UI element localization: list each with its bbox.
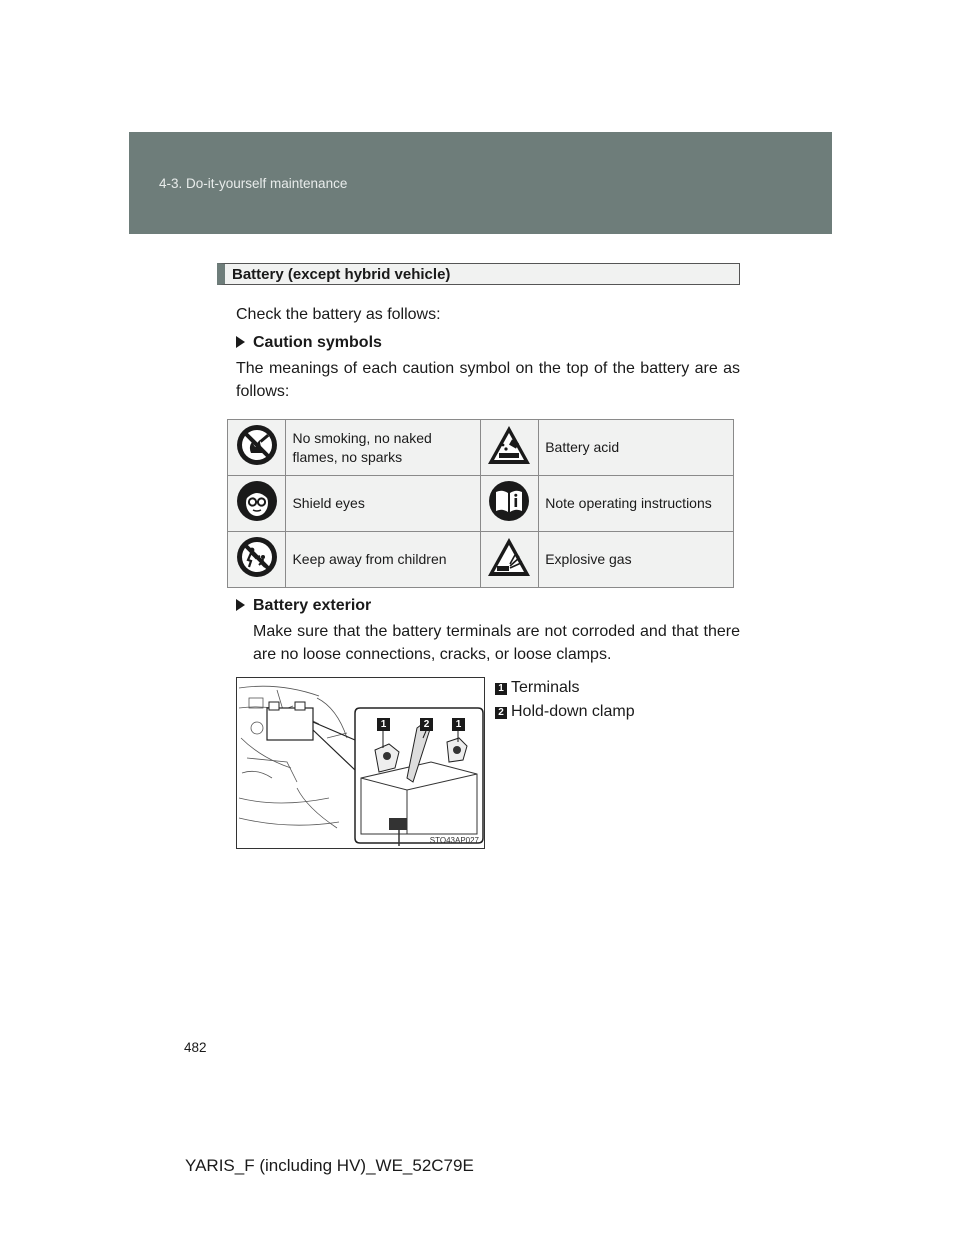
header-band: [129, 132, 832, 234]
section-breadcrumb: 4-3. Do-it-yourself maintenance: [159, 176, 348, 191]
callout-number: 2: [495, 707, 507, 719]
symbol-cell: [480, 532, 539, 588]
caution-text: The meanings of each caution symbol on the top of the battery are as follows:: [236, 360, 740, 400]
keep-away-children-icon: [235, 535, 279, 579]
section-title-bar: [217, 263, 740, 285]
callout-number: 1: [495, 683, 507, 695]
caution-symbol-table: [227, 419, 734, 588]
symbol-label: Battery acid: [539, 420, 734, 476]
page-number: 482: [184, 1040, 207, 1055]
figure-callout-3: 1: [455, 719, 462, 730]
figure-callout-2: 2: [423, 719, 430, 730]
exterior-heading-label: Battery exterior: [253, 597, 372, 614]
table-row: [228, 476, 734, 532]
explosive-gas-icon: [486, 536, 532, 578]
battery-acid-icon: [486, 424, 532, 466]
section-title: Battery (except hybrid vehicle): [232, 266, 451, 283]
symbol-cell: [480, 420, 539, 476]
battery-figure: [236, 677, 485, 849]
legend-item: [495, 703, 635, 721]
operating-instructions-icon: [487, 479, 531, 523]
footer-model-code: YARIS_F (including HV)_WE_52C79E: [185, 1156, 474, 1175]
exterior-text: Make sure that the battery terminals are not corroded and that there are no loose connections, cracks, or loose clamps.: [253, 623, 740, 663]
legend-label: Terminals: [511, 679, 580, 696]
figure-callout-1: 1: [380, 719, 387, 730]
table-row: [228, 532, 734, 588]
legend-label: Hold-down clamp: [511, 703, 635, 720]
symbol-label: Explosive gas: [539, 532, 734, 588]
engine-bay-illustration: [237, 678, 484, 848]
symbol-cell: [228, 532, 286, 588]
exterior-heading: [236, 597, 371, 615]
bullet-triangle-icon: [236, 599, 245, 611]
figure-code: STO43AP027: [429, 836, 479, 845]
caution-heading-label: Caution symbols: [253, 334, 382, 351]
symbol-cell: [480, 476, 539, 532]
symbol-label: Shield eyes: [286, 476, 480, 532]
legend-item: [495, 679, 579, 697]
caution-heading: [236, 334, 382, 352]
bullet-triangle-icon: [236, 336, 245, 348]
symbol-label: Keep away from children: [286, 532, 480, 588]
symbol-cell: [228, 476, 286, 532]
intro-text: Check the battery as follows:: [236, 306, 441, 323]
symbol-label: Note operating instructions: [539, 476, 734, 532]
shield-eyes-icon: [235, 479, 279, 523]
no-smoking-icon: [235, 423, 279, 467]
symbol-cell: [228, 420, 286, 476]
table-row: [228, 420, 734, 476]
symbol-label: No smoking, no naked flames, no sparks: [286, 420, 480, 476]
